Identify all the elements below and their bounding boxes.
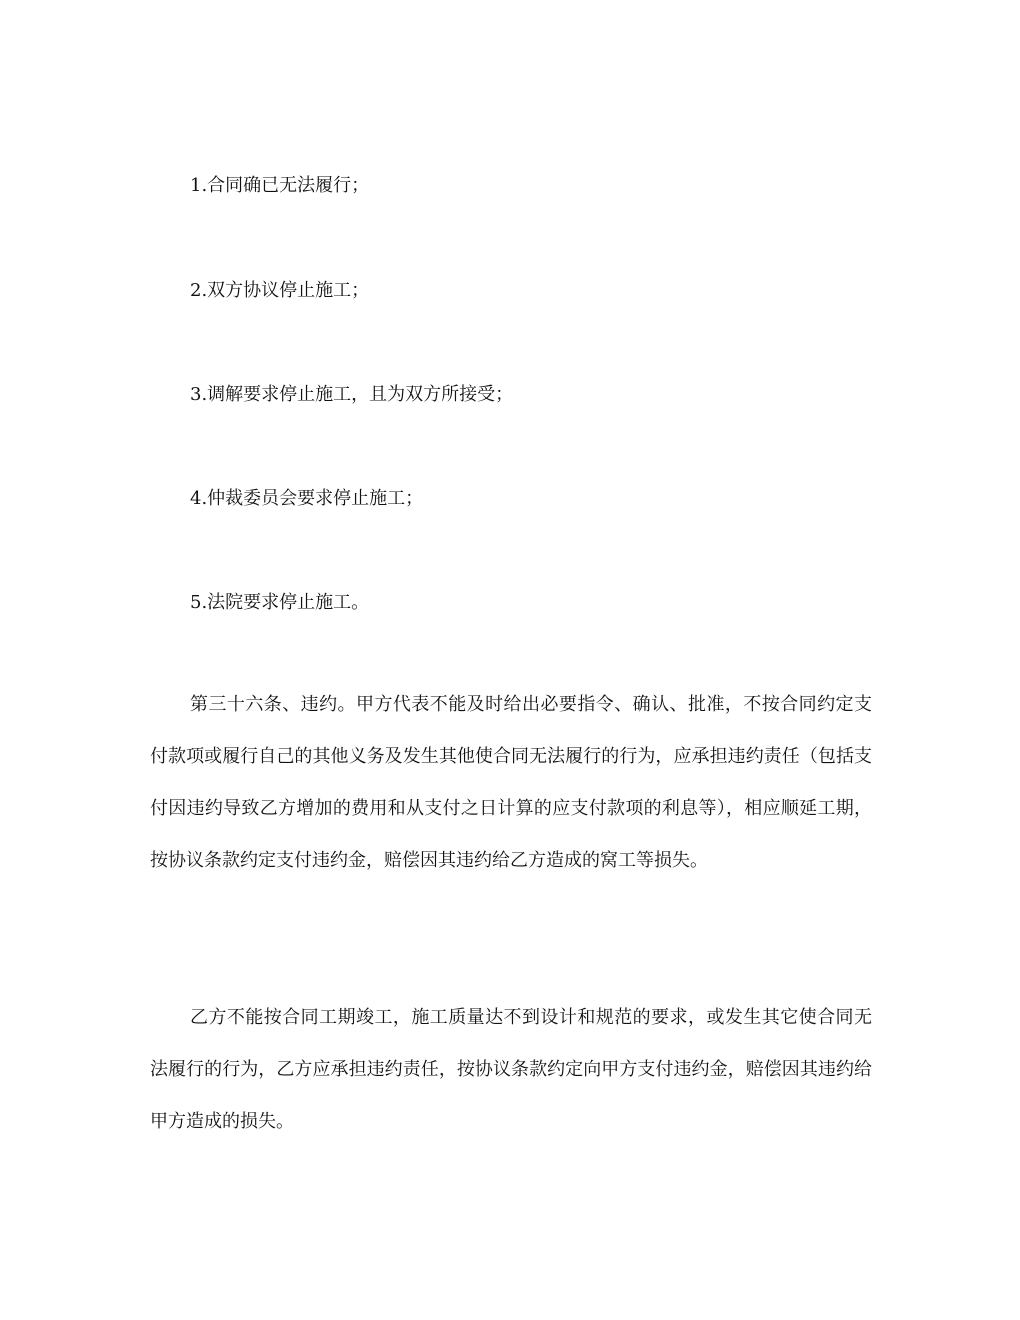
paragraph-article-36: 第三十六条、违约。甲方代表不能及时给出必要指令、确认、批准，不按合同约定支付款项或履行自己的其他义务及发生其他使合同无法履行的行为，应承担违约责任（包括支付因违约导致乙方增加的费用和从支付之日计算的应支付款项的利息等），相应顺延工期，按协议条款约定支付违约金，赔偿因其违约给乙方造成的窝工等损失。 xyxy=(150,694,872,871)
list-item-2: 2.双方协议停止施工； xyxy=(190,280,370,301)
paragraph-party-b-breach: 乙方不能按合同工期竣工，施工质量达不到设计和规范的要求，或发生其它使合同无法履行的行为，乙方应承担违约责任，按协议条款约定向甲方支付违约金，赔偿因其违约给甲方造成的损失。 xyxy=(150,1007,872,1132)
list-item-5: 5.法院要求停止施工。 xyxy=(190,592,370,613)
list-item-4: 4.仲裁委员会要求停止施工； xyxy=(190,488,424,509)
list-item-1: 1.合同确已无法履行； xyxy=(190,175,370,196)
list-item-3: 3.调解要求停止施工，且为双方所接受； xyxy=(190,384,514,405)
